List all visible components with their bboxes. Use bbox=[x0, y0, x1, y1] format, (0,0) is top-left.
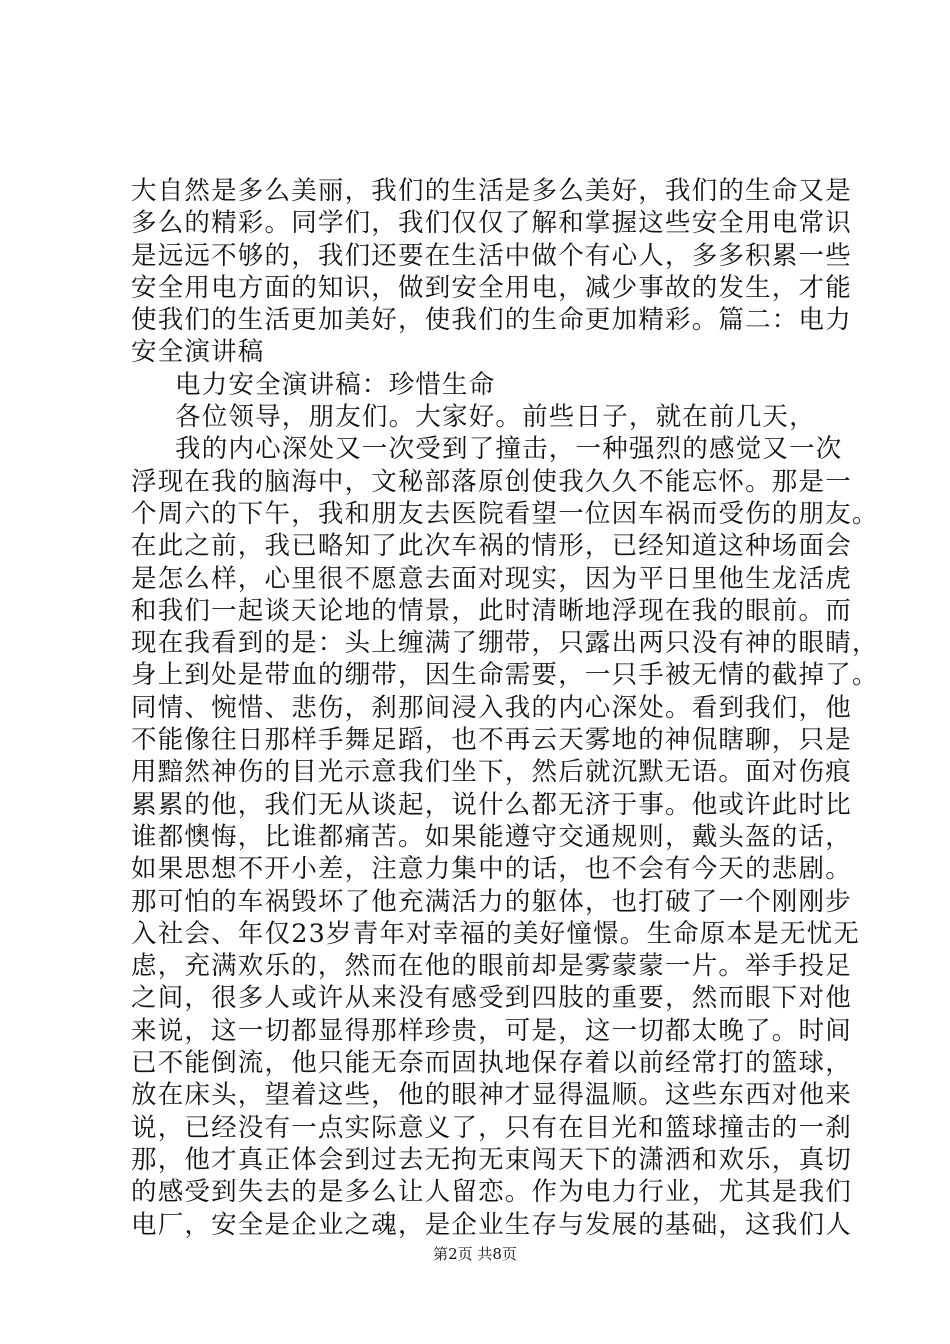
text-line: 大自然是多么美丽，我们的生活是多么美好，我们的生命又是 bbox=[131, 176, 852, 206]
text-line: 入社会、年仅23岁青年对幸福的美好憧憬。生命原本是无忧无 bbox=[131, 918, 861, 949]
text-line: 那可怕的车祸毁坏了他充满活力的躯体，也打破了一个刚刚步 bbox=[131, 886, 852, 917]
text-line: 安全演讲稿 bbox=[131, 337, 265, 368]
text-line: 来说，这一切都显得那样珍贵，可是，这一切都太晚了。时间 bbox=[131, 1015, 852, 1046]
text-line: 和我们一起谈天论地的情景，此时清晰地浮现在我的眼前。而 bbox=[131, 595, 852, 626]
text-line: 现在我看到的是：头上缠满了绷带，只露出两只没有神的眼睛， bbox=[131, 628, 879, 659]
text-line: 电厂，安全是企业之魂，是企业生存与发展的基础，这我们人 bbox=[131, 1209, 852, 1240]
text-line: 浮现在我的脑海中，文秘部落原创使我久久不能忘怀。那是一 bbox=[131, 466, 852, 497]
text-line: 用黯然神伤的目光示意我们坐下，然后就沉默无语。面对伤痕 bbox=[131, 757, 852, 788]
text-line: 个周六的下午，我和朋友去医院看望一位因车祸而受伤的朋友。 bbox=[131, 498, 879, 529]
text-line: 的感受到失去的是多么让人留恋。作为电力行业，尤其是我们 bbox=[131, 1177, 852, 1208]
text-line: 我的内心深处又一次受到了撞击，一种强烈的感觉又一次 bbox=[175, 434, 843, 465]
text-line: 身上到处是带血的绷带，因生命需要，一只手被无情的截掉了。 bbox=[131, 660, 879, 691]
text-line: 放在床头，望着这些，他的眼神才显得温顺。这些东西对他来 bbox=[131, 1080, 852, 1111]
text-line: 使我们的生活更加美好，使我们的生命更加精彩。篇二：电力 bbox=[131, 305, 852, 336]
document-body bbox=[131, 175, 879, 1241]
text-line: 各位领导，朋友们。大家好。前些日子，就在前几天， bbox=[175, 402, 816, 433]
text-line: 说，已经没有一点实际意义了，只有在目光和篮球撞击的一刹 bbox=[131, 1112, 852, 1143]
text-line: 那，他才真正体会到过去无拘无束闯天下的潇洒和欢乐，真切 bbox=[131, 1144, 852, 1175]
text-line: 电力安全演讲稿：珍惜生命 bbox=[175, 369, 496, 400]
text-line: 之间，很多人或许从来没有感受到四肢的重要，然而眼下对他 bbox=[131, 983, 852, 1014]
text-line: 安全用电方面的知识，做到安全用电，减少事故的发生，才能 bbox=[131, 272, 852, 303]
text-line: 在此之前，我已略知了此次车祸的情形，已经知道这种场面会 bbox=[131, 531, 852, 562]
text-line: 如果思想不开小差，注意力集中的话，也不会有今天的悲剧。 bbox=[131, 854, 852, 885]
page-footer: 第2页 共8页 bbox=[433, 1245, 517, 1263]
text-line: 虑，充满欢乐的，然而在他的眼前却是雾蒙蒙一片。举手投足 bbox=[131, 951, 852, 982]
text-line: 多么的精彩。同学们，我们仅仅了解和掌握这些安全用电常识 bbox=[131, 208, 852, 239]
text-line: 不能像往日那样手舞足蹈，也不再云天雾地的神侃瞎聊，只是 bbox=[131, 725, 852, 756]
text-line: 同情、惋惜、悲伤，刹那间浸入我的内心深处。看到我们，他 bbox=[131, 692, 852, 723]
text-line: 谁都懊悔，比谁都痛苦。如果能遵守交通规则，戴头盔的话， bbox=[131, 821, 852, 852]
text-line: 是怎么样，心里很不愿意去面对现实，因为平日里他生龙活虎 bbox=[131, 563, 852, 594]
text-line: 已不能倒流，他只能无奈而固执地保存着以前经常打的篮球， bbox=[131, 1048, 852, 1079]
text-line: 是远远不够的，我们还要在生活中做个有心人，多多积累一些 bbox=[131, 240, 852, 271]
text-line: 累累的他，我们无从谈起，说什么都无济于事。他或许此时比 bbox=[131, 789, 852, 820]
